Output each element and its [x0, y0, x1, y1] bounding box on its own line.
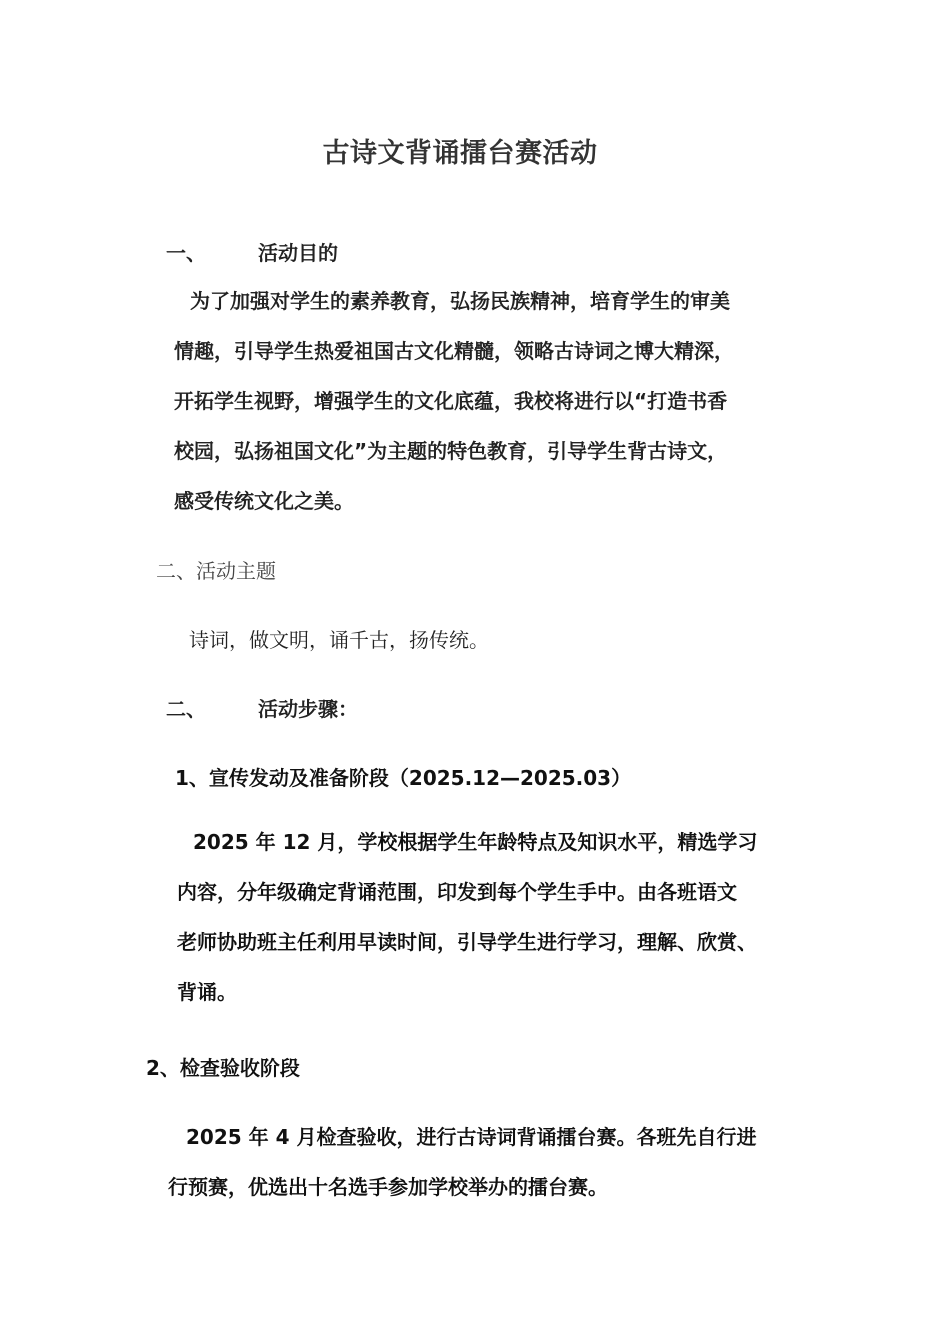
section3-title: 活动步骤： — [258, 697, 358, 721]
paragraph-line: 校园，弘扬祖国文化”为主题的特色教育，引导学生背古诗文， — [174, 439, 728, 463]
section1-title: 活动目的 — [258, 241, 338, 265]
section2-text: 诗词，做文明，诵千古，扬传统。 — [189, 628, 489, 652]
paragraph-line: 情趣，引导学生热爱祖国古文化精髓，领略古诗词之博大精深， — [174, 339, 734, 363]
section1-heading — [166, 237, 338, 266]
paragraph-line: 为了加强对学生的素养教育，弘扬民族精神，培育学生的审美 — [190, 289, 730, 313]
paragraph-line: 老师协助班主任利用早读时间，引导学生进行学习，理解、欣赏、 — [177, 930, 757, 954]
step2-heading: 2、检查验收阶段 — [146, 1056, 300, 1080]
section1-paragraph — [174, 276, 734, 526]
paragraph-line: 2025 年 4 月检查验收，进行古诗词背诵擂台赛。各班先自行进 — [186, 1125, 757, 1149]
document-title: 古诗文背诵擂台赛活动 — [322, 138, 598, 169]
section3-heading — [166, 693, 358, 722]
paragraph-line: 内容，分年级确定背诵范围，印发到每个学生手中。由各班语文 — [177, 880, 737, 904]
section3-number: 二、 — [166, 697, 206, 721]
paragraph-line: 感受传统文化之美。 — [174, 489, 354, 513]
section2-heading: 二、活动主题 — [156, 559, 276, 583]
paragraph-line: 开拓学生视野，增强学生的文化底蕴，我校将进行以“打造书香 — [174, 389, 728, 413]
step2-paragraph — [168, 1112, 756, 1212]
paragraph-line: 行预赛，优选出十名选手参加学校举办的擂台赛。 — [168, 1175, 608, 1199]
step1-heading: 1、宣传发动及准备阶段（2025.12—2025.03） — [175, 766, 632, 790]
section1-number: 一、 — [166, 241, 206, 265]
step1-paragraph — [177, 817, 757, 1017]
paragraph-line: 背诵。 — [177, 980, 237, 1004]
paragraph-line: 2025 年 12 月，学校根据学生年龄特点及知识水平，精选学习 — [193, 830, 758, 854]
